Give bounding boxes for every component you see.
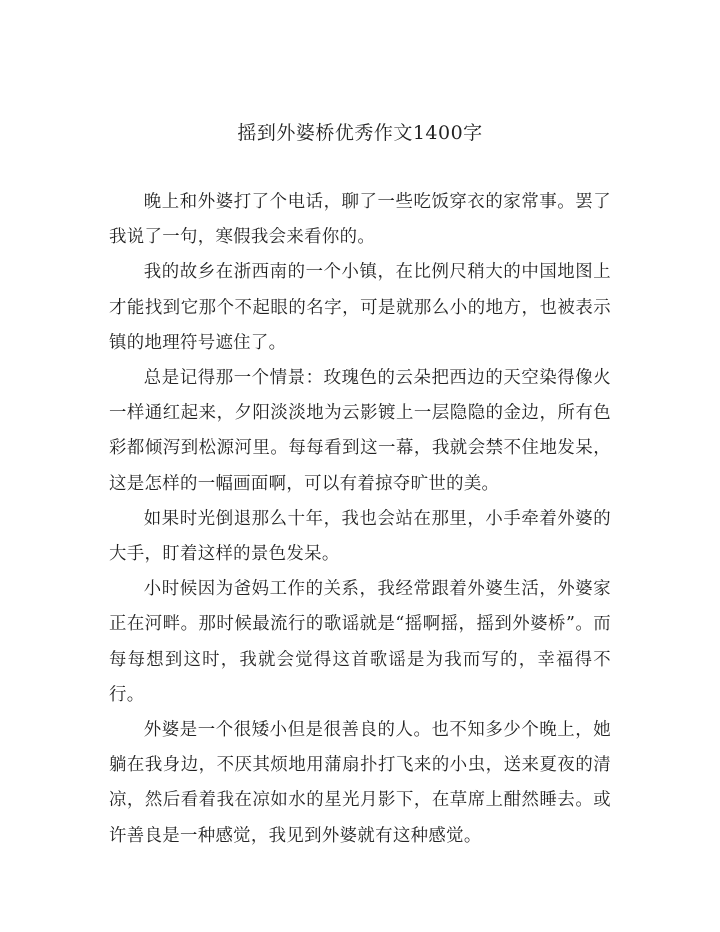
paragraph-6: 外婆是一个很矮小但是很善良的人。也不知多少个晚上，她躺在我身边，不厌其烦地用蒲扇扑打飞来的小虫，送来夏夜的清凉，然后看着我在凉如水的星光月影下，在草席上酣然睡去。或许善良是一种感觉，我见到外婆就有这种感觉。 bbox=[109, 720, 611, 846]
paragraph-1: 晚上和外婆打了个电话，聊了一些吃饭穿衣的家常事。罢了我说了一句，寒假我会来看你的。 bbox=[109, 192, 611, 248]
paragraph-3: 总是记得那一个情景：玫瑰色的云朵把西边的天空染得像火一样通红起来，夕阳淡淡地为云影镀上一层隐隐的金边，所有色彩都倾泻到松源河里。每每看到这一幕，我就会禁不住地发呆，这是怎样的一幅画面啊，可以有着掠夺旷世的美。 bbox=[109, 368, 611, 494]
paragraph-4: 如果时光倒退那么十年，我也会站在那里，小手牵着外婆的大手，盯着这样的景色发呆。 bbox=[109, 508, 611, 565]
document-title: 摇到外婆桥优秀作文1400字 bbox=[237, 122, 483, 144]
paragraph-5: 小时候因为爸妈工作的关系，我经常跟着外婆生活，外婆家正在河畔。那时候最流行的歌谣就是“摇啊摇，摇到外婆桥”。而每每想到这时，我就会觉得这首歌谣是为我而写的，幸福得不行。 bbox=[109, 579, 611, 705]
paragraph-2: 我的故乡在浙西南的一个小镇，在比例尺稍大的中国地图上才能找到它那个不起眼的名字，可是就那么小的地方，也被表示镇的地理符号遮住了。 bbox=[109, 262, 611, 353]
document-body bbox=[109, 185, 611, 854]
